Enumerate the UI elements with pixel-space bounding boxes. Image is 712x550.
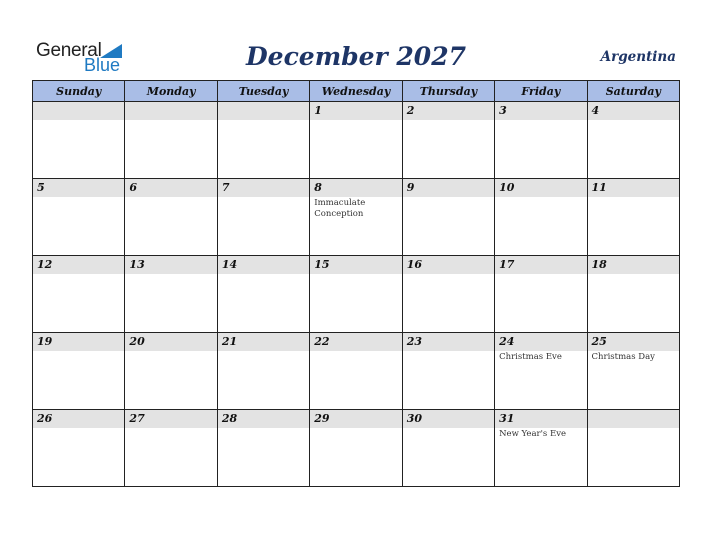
holiday-label (403, 351, 494, 352)
day-number: 10 (499, 181, 515, 194)
holiday-label (33, 351, 124, 352)
day-number: 5 (37, 181, 45, 194)
weekday-header: Thursday (402, 81, 494, 102)
holiday-label (33, 274, 124, 275)
weekday-header: Saturday (587, 81, 679, 102)
holiday-label (218, 274, 309, 275)
day-number-bar (588, 256, 679, 274)
day-number: 21 (221, 335, 238, 348)
holiday-label (125, 351, 216, 352)
day-number: 18 (591, 258, 607, 271)
day-number: 28 (221, 412, 238, 425)
holiday-label (495, 120, 586, 121)
day-number: 15 (314, 258, 330, 271)
holiday-label (125, 428, 216, 429)
weekday-header-row (33, 81, 680, 102)
weekday-header: Tuesday (217, 81, 309, 102)
day-cell (402, 333, 494, 410)
holiday-label (403, 197, 494, 198)
day-cell (125, 333, 217, 410)
day-cell (310, 410, 402, 487)
day-cell (33, 256, 125, 333)
day-number-bar (125, 256, 216, 274)
day-number-bar (33, 179, 124, 197)
day-number: 29 (314, 412, 330, 425)
logo-general-text: General (36, 40, 102, 61)
holiday-label (310, 428, 401, 429)
day-number-bar (403, 102, 494, 120)
holiday-label (125, 197, 216, 198)
day-number: 1 (314, 104, 322, 117)
day-number: 13 (129, 258, 145, 271)
day-cell (125, 256, 217, 333)
day-number: 31 (499, 412, 515, 425)
day-number: 2 (406, 104, 415, 117)
country-label: Argentina (600, 49, 676, 65)
holiday-label (125, 274, 216, 275)
day-cell (217, 102, 309, 179)
day-number-bar (218, 179, 309, 197)
day-number: 17 (499, 258, 515, 271)
week-row (33, 410, 680, 487)
calendar-grid (32, 80, 680, 487)
day-cell (310, 179, 402, 256)
holiday-label (403, 120, 494, 121)
day-cell (402, 410, 494, 487)
calendar-title: December 2027 (245, 42, 466, 71)
day-cell (125, 102, 217, 179)
day-number: 27 (129, 412, 145, 425)
day-cell (402, 102, 494, 179)
day-number-bar (310, 179, 401, 197)
day-number: 26 (37, 412, 53, 425)
day-number-bar (588, 410, 679, 428)
day-number-bar (125, 179, 216, 197)
holiday-label: Christmas Day (591, 352, 655, 362)
holiday-label (495, 197, 586, 198)
day-cell (495, 179, 587, 256)
day-cell (310, 102, 402, 179)
day-cell (33, 333, 125, 410)
weekday-header: Monday (125, 81, 217, 102)
day-number: 25 (591, 335, 607, 348)
day-cell (310, 333, 402, 410)
day-number-bar (33, 410, 124, 428)
day-cell (402, 179, 494, 256)
holiday-label (218, 351, 309, 352)
holiday-label (33, 428, 124, 429)
holiday-label (588, 120, 679, 121)
day-cell (310, 256, 402, 333)
day-cell (495, 102, 587, 179)
holiday-label: New Year's Eve (499, 429, 567, 439)
day-cell (587, 333, 679, 410)
holiday-label (310, 274, 401, 275)
logo-blue-text: Blue (84, 55, 121, 75)
day-number-bar (588, 333, 679, 351)
day-cell (33, 102, 125, 179)
day-cell (587, 179, 679, 256)
holiday-label (403, 274, 494, 275)
day-number-bar (403, 410, 494, 428)
day-cell (587, 410, 679, 487)
holiday-label (403, 428, 494, 429)
day-cell (217, 410, 309, 487)
weekday-header: Wednesday (310, 81, 402, 102)
day-cell (217, 333, 309, 410)
day-number-bar (218, 410, 309, 428)
day-cell (33, 410, 125, 487)
day-number-bar (218, 333, 309, 351)
day-number-bar (33, 256, 124, 274)
day-number-bar (33, 333, 124, 351)
day-number-bar (403, 256, 494, 274)
day-cell (217, 256, 309, 333)
day-cell (495, 333, 587, 410)
day-number-bar (403, 179, 494, 197)
day-number-bar (495, 102, 586, 120)
day-number-bar (588, 102, 679, 120)
holiday-label (588, 197, 679, 198)
day-number: 3 (499, 104, 507, 117)
day-number: 22 (314, 335, 330, 348)
holiday-label (218, 120, 309, 121)
week-row (33, 102, 680, 179)
holiday-label: Christmas Eve (499, 352, 562, 362)
day-number: 19 (37, 335, 53, 348)
day-number-bar (125, 333, 216, 351)
holiday-label (218, 197, 309, 198)
day-number-bar (588, 179, 679, 197)
weekday-header: Sunday (33, 81, 125, 102)
day-number: 6 (129, 181, 138, 194)
day-number-bar (495, 179, 586, 197)
day-number: 8 (314, 181, 322, 194)
day-cell (125, 410, 217, 487)
day-number: 9 (406, 181, 415, 194)
day-number-bar (495, 333, 586, 351)
holiday-label (310, 351, 401, 352)
day-cell (125, 179, 217, 256)
holiday-label (33, 120, 124, 121)
holiday-label (310, 120, 401, 121)
weekday-header: Friday (495, 81, 587, 102)
day-cell (587, 102, 679, 179)
day-number: 14 (221, 258, 238, 271)
day-cell (495, 410, 587, 487)
holiday-label: Immaculate Conception (314, 198, 366, 219)
holiday-label (495, 274, 586, 275)
day-number-bar (310, 256, 401, 274)
day-number-bar (403, 333, 494, 351)
day-number: 4 (591, 104, 600, 117)
holiday-label (218, 428, 309, 429)
day-number-bar (495, 256, 586, 274)
day-cell (402, 256, 494, 333)
holiday-label (125, 120, 216, 121)
holiday-label (588, 428, 679, 429)
day-number-bar (310, 333, 401, 351)
day-number: 12 (37, 258, 53, 271)
day-cell (217, 179, 309, 256)
holiday-label (33, 197, 124, 198)
day-cell (33, 179, 125, 256)
day-number-bar (310, 410, 401, 428)
week-row (33, 179, 680, 256)
day-number: 30 (406, 412, 422, 425)
day-number: 20 (129, 335, 145, 348)
day-number: 24 (499, 335, 515, 348)
day-number: 23 (406, 335, 422, 348)
day-number: 16 (406, 258, 422, 271)
day-number-bar (218, 102, 309, 120)
day-cell (587, 256, 679, 333)
holiday-label (588, 274, 679, 275)
day-number: 11 (591, 181, 607, 194)
day-number-bar (33, 102, 124, 120)
day-number: 7 (221, 181, 230, 194)
day-number-bar (495, 410, 586, 428)
day-number-bar (125, 410, 216, 428)
day-number-bar (310, 102, 401, 120)
week-row (33, 256, 680, 333)
day-cell (495, 256, 587, 333)
day-number-bar (125, 102, 216, 120)
day-number-bar (218, 256, 309, 274)
week-row (33, 333, 680, 410)
